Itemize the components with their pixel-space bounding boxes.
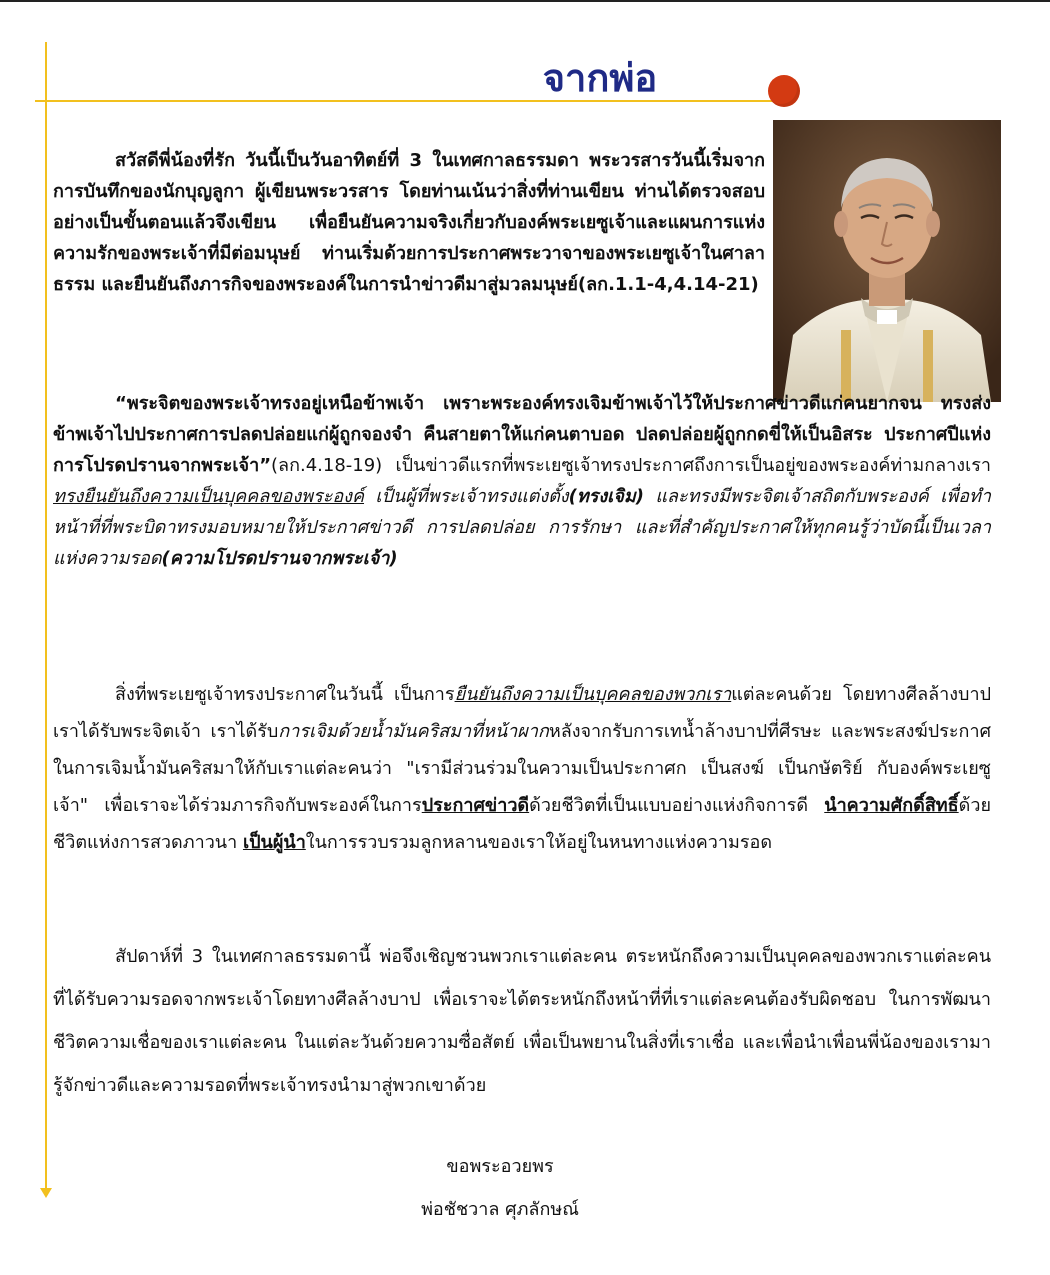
baptism-text-1: สิ่งที่พระเยซูเจ้าทรงประกาศในวันนี้ เป็นการ [115, 684, 455, 705]
emphasis-identity-of-jesus: ทรงยืนยันถึงความเป็นบุคคลของพระองค์ [53, 486, 365, 507]
gospel-quote: “พระจิตของพระเจ้าทรงอยู่เหนือข้าพเจ้า เพราะพระองค์ทรงเจิมข้าพเจ้าไว้ให้ประกาศข่าวดีแก่คนยากจน ทรงส่งข้าพเจ้าไปประกาศการปลดปล่อยแก่ผู้ถูกจองจำ คืนสายตาให้แก่คนตาบอด ปลดปล่อยผู้ถูกกดขี่ให้เป็นอิสระ ประกาศปีแห่งการโปรดปรานจากพระเจ้า” [53, 393, 991, 476]
arrow-down-icon [40, 1188, 52, 1198]
emphasis-our-identity: ยืนยันถึงความเป็นบุคคลของพวกเรา [454, 684, 732, 705]
invitation-text: สัปดาห์ที่ 3 ในเทศกาลธรรมดานี้ พ่อจึงเชิญชวนพวกเราแต่ละคน ตระหนักถึงความเป็นบุคคลของพวกเราแต่ละคน ที่ได้รับความรอดจากพระเจ้าโดยทางศีลล้างบาป เพื่อเราจะได้ตระหนักถึงหน้าที่ที่เราแต่ละคนต้องรับผิดชอบ ในการพัฒนาชีวิตความเชื่อของเราแต่ละคน ในแต่ละวันด้วยความซื่อสัตย์ เพื่อเป็นพยานในสิ่งที่เราเชื่อ และเพื่อนำเพื่อนพี่น้องของเรามารู้จักข่าวดีและความรอดที่พระเจ้าทรงนำมาสู่พวกเขาด้วย [53, 946, 991, 1096]
gospel-quote-paragraph [53, 388, 991, 574]
baptism-paragraph [53, 676, 991, 861]
emphasis-be-leader: เป็นผู้นำ [242, 832, 306, 853]
explanation-italic-1: เป็นผู้ที่พระเจ้าทรงแต่งตั้ง [364, 486, 569, 507]
priest-portrait-photo [773, 120, 1001, 402]
intro-paragraph [53, 145, 765, 300]
baptism-text-2: แต่ละคนด้วย โดยทางศีลล้างบาป เราได้รับพระจิตเจ้า เราได้รับ [53, 684, 991, 742]
emphasis-proclaim-gospel: ประกาศข่าวดี [421, 795, 530, 816]
red-dot-icon [768, 75, 800, 107]
explanation-italic-2: และทรงมีพระจิตเจ้าสถิตกับพระองค์ เพื่อทำหน้าที่ที่พระบิดาทรงมอบหมายให้ประกาศข่าวดี การปลดปล่อย การรักษา และที่สำคัญประกาศให้ทุกคนรู้ว่าบัดนี้เป็นเวลาแห่งความรอด [53, 486, 991, 569]
baptism-text-6: ในการรวบรวมลูกหลานของเราให้อยู่ในหนทางแห่งความรอด [305, 832, 773, 853]
explanation-bold-italic-1: (ทรงเจิม) [568, 486, 644, 507]
invitation-paragraph [53, 935, 991, 1107]
explanation-bold-italic-2: (ความโปรดปรานจากพระเจ้า) [161, 548, 398, 569]
emphasis-bring-holiness: นำความศักดิ์สิทธิ์ [824, 795, 959, 816]
top-border [0, 0, 1050, 2]
emphasis-chrism-anointing: การเจิมด้วยน้ำมันคริสมาที่หน้าผาก [278, 721, 549, 742]
quote-explanation: (ลก.4.18-19) เป็นข่าวดีแรกที่พระเยซูเจ้าทรงประกาศถึงการเป็นอยู่ของพระองค์ท่ามกลางเรา [271, 455, 991, 476]
vertical-accent-line [45, 42, 47, 1192]
baptism-text-4: ด้วยชีวิตที่เป็นแบบอย่างแห่งกิจการดี [529, 795, 825, 816]
blessing-line: ขอพระอวยพร [446, 1156, 554, 1177]
page-title: จากพ่อ [542, 55, 658, 100]
signature-name: พ่อชัชวาล ศุภลักษณ์ [421, 1199, 579, 1220]
baptism-text-3: หลังจากรับการเทน้ำล้างบาปที่ศีรษะ และพระสงฆ์ประกาศในการเจิมน้ำมันคริสมาให้กับเราแต่ละคนว่า "เรามีส่วนร่วมในความเป็นประกาศก เป็นสงฆ์ เป็นกษัตริย์ กับองค์พระเยซูเจ้า" เพื่อเราจะได้ร่วมภารกิจกับพระองค์ในการ [53, 721, 991, 816]
baptism-text-5: ด้วยชีวิตแห่งการสวดภาวนา [53, 795, 991, 853]
intro-text: สวัสดีพี่น้องที่รัก วันนี้เป็นวันอาทิตย์ที่ 3 ในเทศกาลธรรมดา พระวรสารวันนี้เริ่มจากการบันทึกของนักบุญลูกา ผู้เขียนพระวรสาร โดยท่านเน้นว่าสิ่งที่ท่านเขียน ท่านได้ตรวจสอบอย่างเป็นขั้นตอนแล้วจึงเขียน เพื่อยืนยันความจริงเกี่ยวกับองค์พระเยซูเจ้าและแผนการแห่งความรักของพระเจ้าที่มีต่อมนุษย์ ท่านเริ่มด้วยการประกาศพระวาจาของพระเยซูเจ้าในศาลาธรรม และยืนยันถึงภารกิจของพระองค์ในการนำข่าวดีมาสู่มวลมนุษย์(ลก.1.1-4,4.14-21) [53, 150, 765, 295]
